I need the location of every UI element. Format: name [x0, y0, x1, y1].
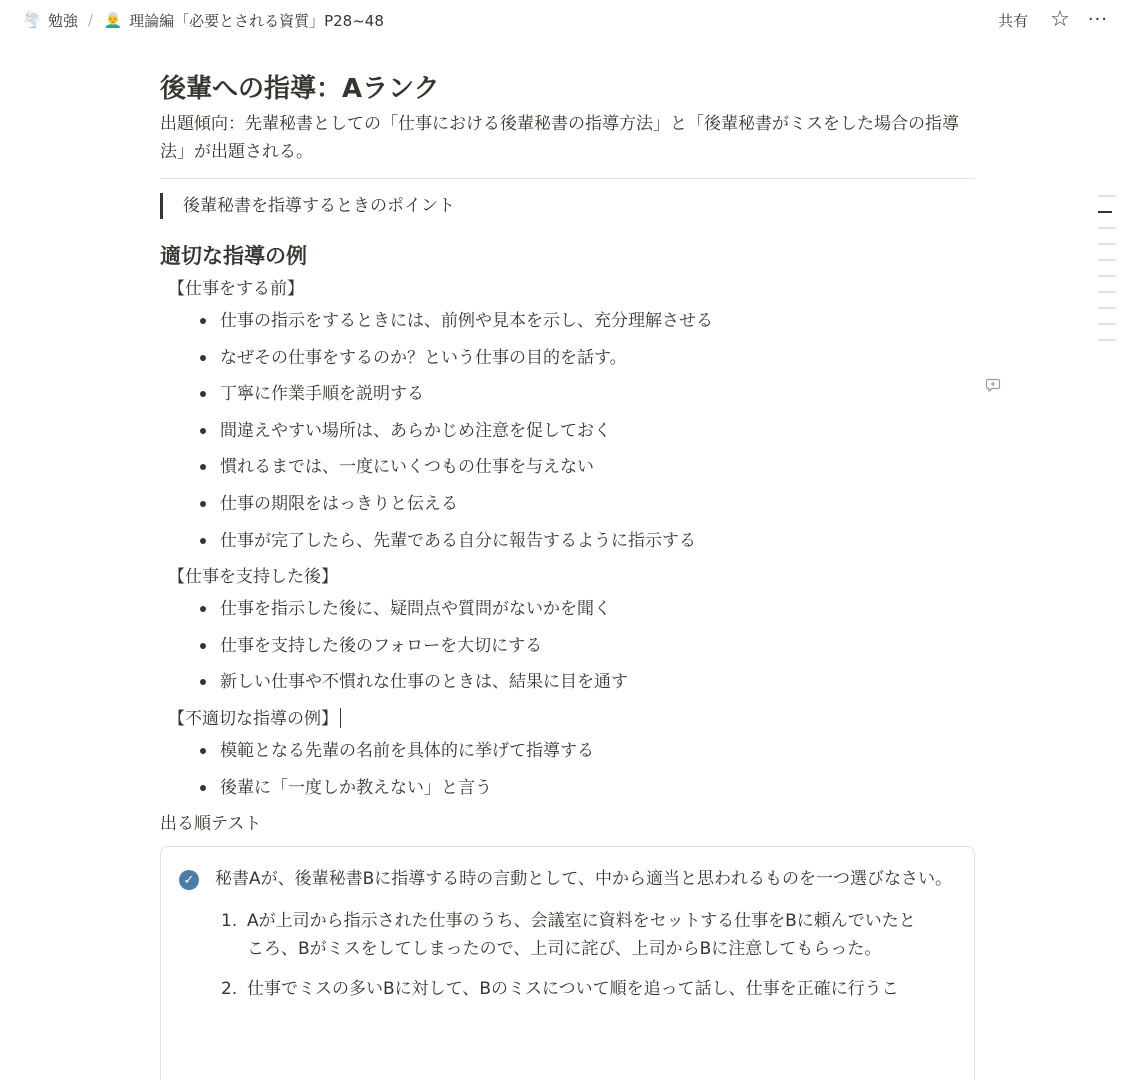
quiz-option[interactable]	[221, 975, 954, 1003]
toc-line-active[interactable]	[1098, 211, 1112, 213]
toc-line[interactable]	[1098, 195, 1116, 197]
toc-line[interactable]	[1098, 307, 1116, 309]
quiz-options	[221, 907, 954, 1003]
toc-line[interactable]	[1098, 259, 1116, 261]
list-item[interactable]: 仕事を支持した後のフォローを大切にする	[196, 632, 975, 660]
toc-line[interactable]	[1098, 323, 1116, 325]
table-of-contents[interactable]	[1098, 195, 1116, 355]
section-label-after-instruction[interactable]: 【仕事を支持した後】	[168, 567, 338, 588]
breadcrumb-label: 勉強	[48, 11, 79, 30]
list-item[interactable]: 新しい仕事や不慣れな仕事のときは、結果に目を通す	[196, 668, 975, 696]
bullet-list-after-instruction	[196, 595, 975, 696]
option-text: Aが上司から指示された仕事のうち、会議室に資料をセットする仕事をBに頼んでいたところ、Bがミスをしてしまったので、上司に詫び、上司からBに注意してもらった。	[247, 911, 916, 960]
test-label[interactable]: 出る順テスト	[160, 814, 262, 835]
quiz-callout	[160, 846, 975, 1080]
option-number: 2.	[221, 979, 238, 1000]
quiz-question[interactable]: 秘書Aが、後輩秘書Bに指導する時の言動として、中から適当と思われるものを一つ選びなさい。	[215, 869, 952, 890]
breadcrumb-separator: /	[88, 11, 94, 29]
toc-line[interactable]	[1098, 243, 1116, 245]
top-bar	[0, 0, 1126, 40]
list-item[interactable]: 後輩に「一度しか教えない」と言う	[196, 774, 975, 802]
share-button[interactable]: 共有	[998, 11, 1029, 30]
divider	[160, 178, 975, 179]
list-item[interactable]: 間違えやすい場所は、あらかじめ注意を促しておく	[196, 417, 975, 445]
list-item[interactable]: 仕事を指示した後に、疑問点や質問がないかを聞く	[196, 595, 975, 623]
list-item[interactable]: 模範となる先輩の名前を具体的に挙げて指導する	[196, 737, 975, 765]
breadcrumb-label: 理論編「必要とされる資質」P28~48	[129, 11, 384, 30]
breadcrumb-item-theory[interactable]	[99, 8, 388, 33]
toc-line[interactable]	[1098, 227, 1116, 229]
section-label-before-work[interactable]: 【仕事をする前】	[168, 279, 304, 299]
quiz-question-row	[179, 865, 954, 893]
list-item[interactable]: 仕事の指示をするときには、前例や見本を示し、充分理解させる	[196, 307, 975, 335]
toc-line[interactable]	[1098, 291, 1116, 293]
add-comment-icon[interactable]	[985, 377, 1001, 393]
quiz-option[interactable]	[221, 907, 954, 963]
page-title[interactable]: 後輩への指導：Aランク	[160, 74, 440, 104]
section-heading[interactable]: 適切な指導の例	[160, 244, 307, 268]
breadcrumb-item-study[interactable]	[18, 8, 82, 33]
person-icon: 👨‍🦳	[103, 11, 123, 29]
quote-block[interactable]: 後輩秘書を指導するときのポイント	[160, 193, 975, 219]
bullet-list-inappropriate	[196, 737, 975, 802]
list-item[interactable]: なぜその仕事をするのか？という仕事の目的を話す。	[196, 344, 975, 372]
star-icon[interactable]: ☆	[1050, 7, 1070, 32]
tornado-icon: 🌪️	[22, 11, 42, 29]
check-circle-icon: ✓	[179, 870, 199, 890]
option-text: 仕事でミスの多いBに対して、Bのミスについて順を追って話し、仕事を正確に行うこ	[247, 979, 899, 1000]
section-label-text: 【不適切な指導の例】	[168, 708, 338, 729]
toc-line[interactable]	[1098, 275, 1116, 277]
text-caret	[340, 708, 341, 728]
bullet-list-before-work	[196, 307, 975, 555]
page-subtitle[interactable]: 出題傾向：先輩秘書としての「仕事における後輩秘書の指導方法」と「後輩秘書がミスをした場合の指導法」が出題される。	[160, 114, 959, 162]
more-options-icon[interactable]: ···	[1087, 9, 1108, 30]
option-number: 1.	[221, 911, 238, 932]
list-item[interactable]: 仕事の期限をはっきりと伝える	[196, 490, 975, 518]
list-item[interactable]: 仕事が完了したら、先輩である自分に報告するように指示する	[196, 527, 975, 555]
section-label-inappropriate[interactable]	[168, 705, 975, 733]
toc-line[interactable]	[1098, 339, 1116, 341]
list-item[interactable]: 丁寧に作業手順を説明する	[196, 380, 975, 408]
list-item[interactable]: 慣れるまでは、一度にいくつもの仕事を与えない	[196, 453, 975, 481]
page-content	[160, 70, 975, 1080]
top-actions	[994, 8, 1108, 33]
